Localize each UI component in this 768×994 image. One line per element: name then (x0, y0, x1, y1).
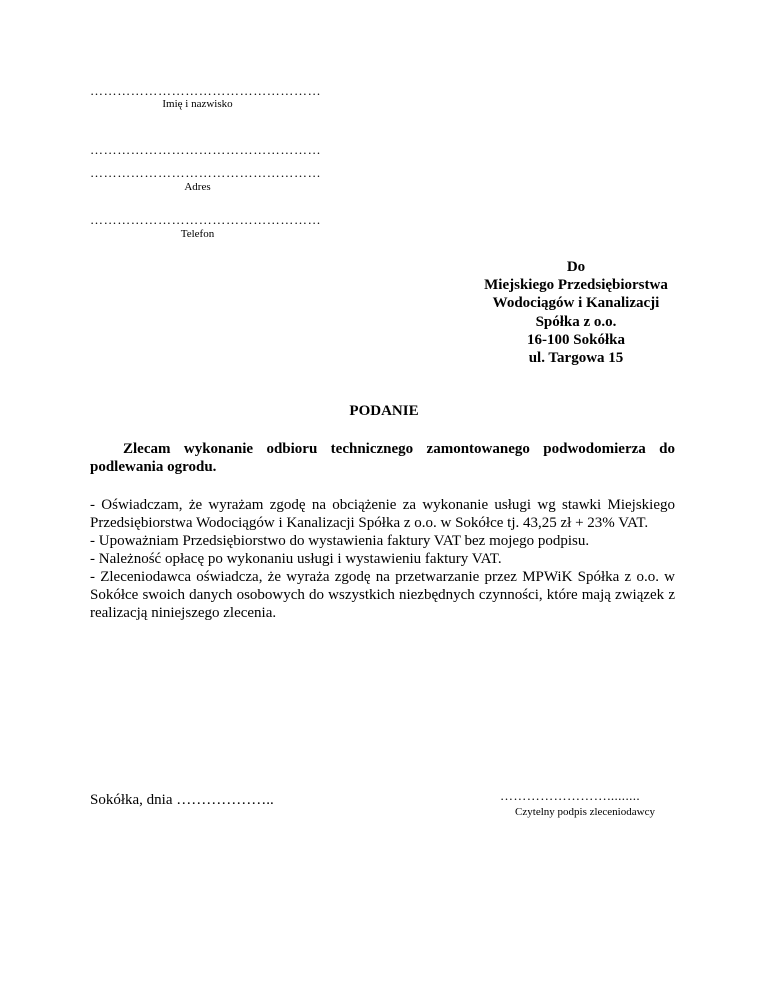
address-dotted-line-2: …………………………………………… (90, 166, 322, 180)
phone-dotted-line: …………………………………………… (90, 213, 322, 227)
phone-caption: Telefon (180, 228, 215, 240)
statement-data-processing: - Zleceniodawca oświadcza, że wyraża zgodę na przetwarzanie przez MPWiK Spółka z o.o. w Sokółce swoich danych osobowych do wszystkich niezbędnych czynności, które mają związek z realizacją niniejszego zlecenia. (90, 569, 675, 621)
name-caption: Imię i nazwisko (162, 98, 233, 110)
statements-block (90, 496, 675, 622)
recipient-line: 16-100 Sokółka (527, 331, 625, 348)
signature-dotted-line: ……………………......... (500, 788, 641, 803)
recipient-line: ul. Targowa 15 (528, 350, 624, 367)
recipient-line: Wodociągów i Kanalizacji (492, 295, 660, 312)
document-title: PODANIE (349, 403, 419, 419)
recipient-address (478, 258, 674, 367)
name-dotted-line: …………………………………………… (90, 84, 322, 98)
address-dotted-line-1: …………………………………………… (90, 143, 322, 157)
signature-caption: Czytelny podpis zleceniodawcy (515, 806, 655, 818)
statement-consent-fee: - Oświadczam, że wyrażam zgodę na obciążenie za wykonanie usługi wg stawki Miejskiego Przedsiębiorstwa Wodociągów i Kanalizacji Spółka z o.o. w Sokółce tj. 43,25 zł + 23% VAT. (90, 497, 675, 531)
recipient-line: Miejskiego Przedsiębiorstwa (484, 277, 668, 294)
recipient-line: Spółka z o.o. (535, 313, 617, 330)
statement-invoice-authorization: - Upoważniam Przedsiębiorstwo do wystawienia faktury VAT bez mojego podpisu. (90, 533, 590, 549)
request-paragraph: Zlecam wykonanie odbioru technicznego zamontowanego podwodomierza do podlewania ogrodu. (90, 441, 675, 475)
statement-payment: - Należność opłacę po wykonaniu usługi i wystawieniu faktury VAT. (90, 551, 502, 567)
address-caption: Adres (184, 181, 211, 193)
place-and-date: Sokółka, dnia ……………….. (90, 792, 274, 808)
recipient-line: Do (566, 259, 586, 275)
